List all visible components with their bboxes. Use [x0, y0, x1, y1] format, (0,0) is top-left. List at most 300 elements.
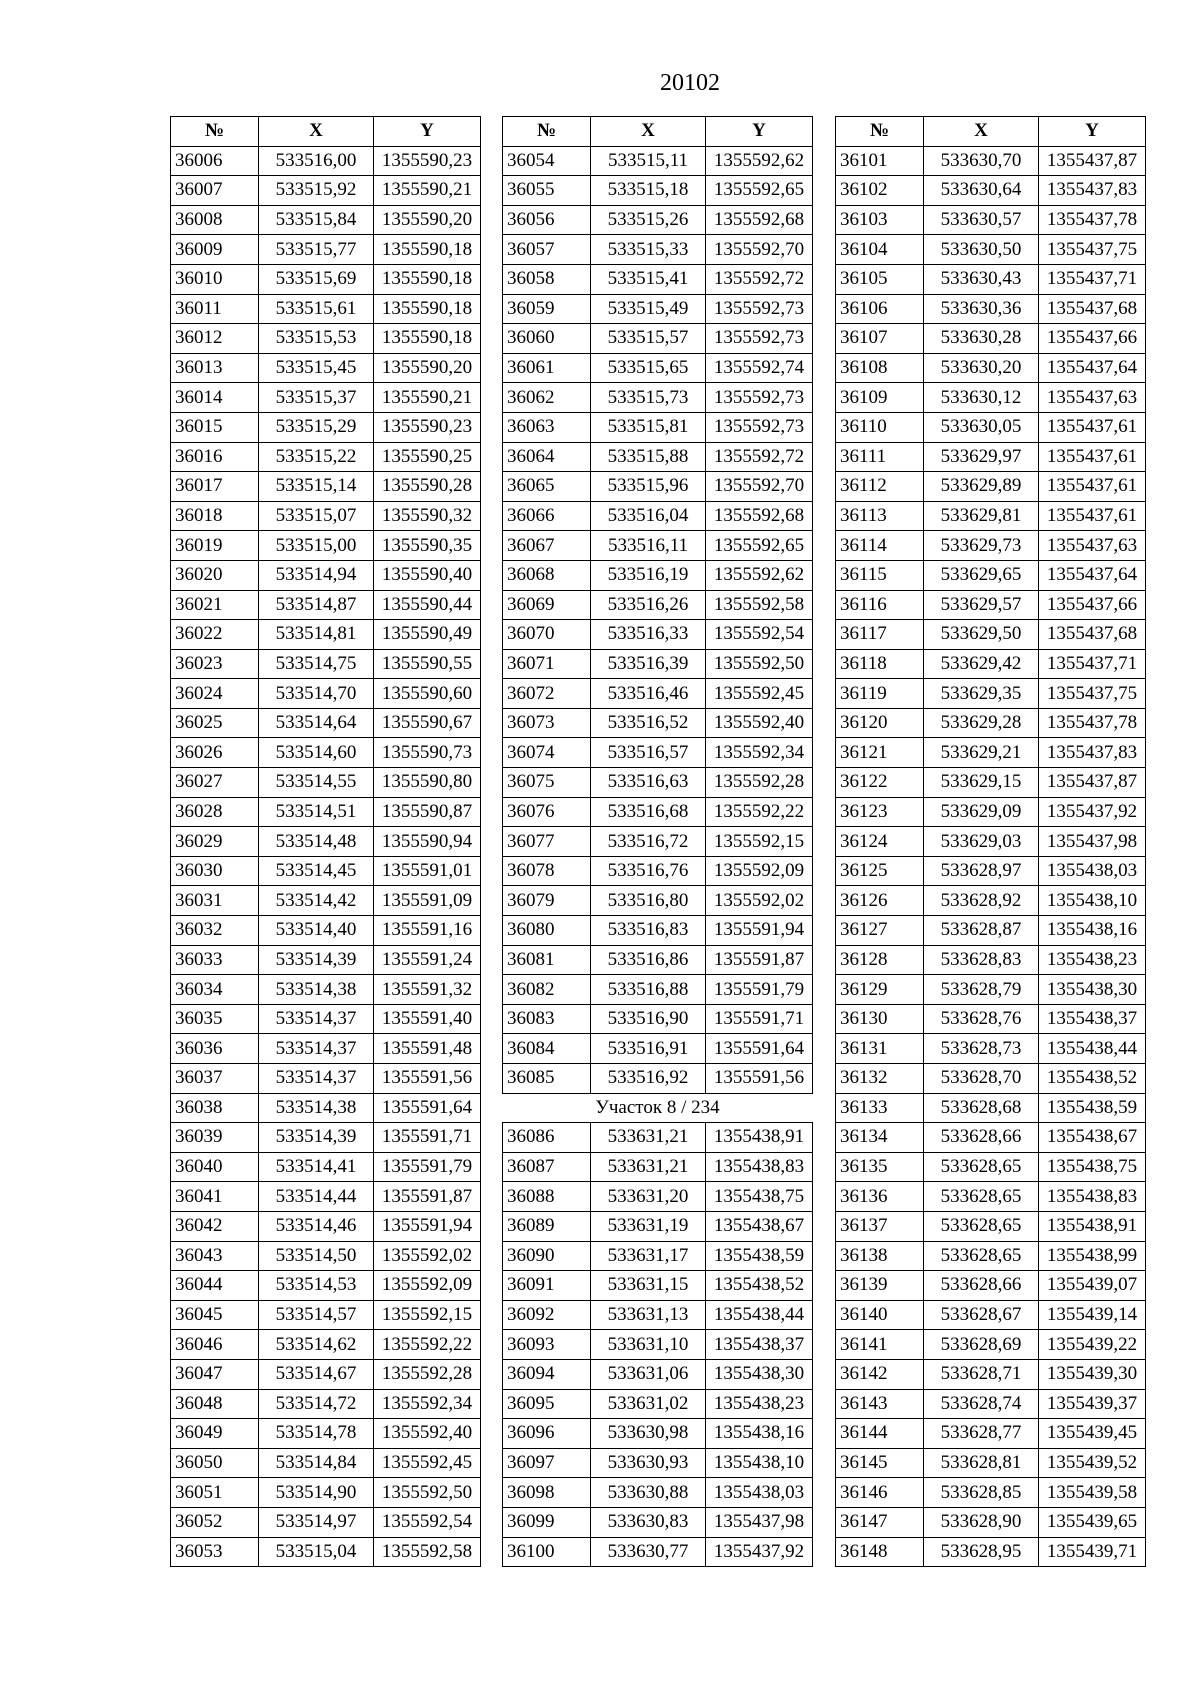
point-number-cell: 36096 — [503, 1419, 591, 1449]
x-coordinate-cell: 533514,62 — [259, 1330, 374, 1360]
table-row — [836, 856, 1146, 886]
y-coordinate-cell: 1355592,15 — [374, 1300, 481, 1330]
table-row — [171, 205, 481, 235]
x-coordinate-cell: 533629,97 — [924, 442, 1039, 472]
x-coordinate-cell: 533516,88 — [591, 975, 706, 1005]
y-coordinate-cell: 1355592,73 — [706, 324, 813, 354]
x-coordinate-cell: 533515,69 — [259, 264, 374, 294]
table-header-row — [836, 117, 1146, 147]
x-coordinate-cell: 533514,60 — [259, 738, 374, 768]
point-number-cell: 36098 — [503, 1478, 591, 1508]
y-coordinate-cell: 1355438,91 — [1039, 1211, 1146, 1241]
table-row — [171, 1093, 481, 1123]
x-coordinate-cell: 533516,19 — [591, 560, 706, 590]
table-row — [503, 708, 813, 738]
point-number-cell: 36087 — [503, 1152, 591, 1182]
y-coordinate-cell: 1355591,94 — [706, 916, 813, 946]
table-row — [171, 235, 481, 265]
point-number-cell: 36072 — [503, 679, 591, 709]
table-row — [171, 1537, 481, 1567]
point-number-cell: 36070 — [503, 620, 591, 650]
point-number-cell: 36041 — [171, 1182, 259, 1212]
table-row — [171, 1359, 481, 1389]
y-coordinate-cell: 1355438,67 — [706, 1211, 813, 1241]
point-number-cell: 36036 — [171, 1034, 259, 1064]
table-row — [171, 856, 481, 886]
y-coordinate-cell: 1355592,40 — [706, 708, 813, 738]
x-coordinate-cell: 533628,73 — [924, 1034, 1039, 1064]
table-row — [836, 1004, 1146, 1034]
table-row — [836, 235, 1146, 265]
y-coordinate-cell: 1355590,87 — [374, 797, 481, 827]
point-number-cell: 36018 — [171, 501, 259, 531]
table-row — [836, 472, 1146, 502]
y-coordinate-cell: 1355590,73 — [374, 738, 481, 768]
y-coordinate-cell: 1355438,23 — [1039, 945, 1146, 975]
x-coordinate-cell: 533628,66 — [924, 1271, 1039, 1301]
header-number: № — [171, 117, 259, 147]
x-coordinate-cell: 533630,98 — [591, 1419, 706, 1449]
y-coordinate-cell: 1355592,34 — [706, 738, 813, 768]
x-coordinate-cell: 533629,03 — [924, 827, 1039, 857]
x-coordinate-cell: 533629,28 — [924, 708, 1039, 738]
x-coordinate-cell: 533515,61 — [259, 294, 374, 324]
table-row — [171, 1182, 481, 1212]
y-coordinate-cell: 1355592,70 — [706, 472, 813, 502]
table-row — [836, 916, 1146, 946]
point-number-cell: 36033 — [171, 945, 259, 975]
table-row — [836, 1448, 1146, 1478]
table-row — [171, 738, 481, 768]
y-coordinate-cell: 1355590,94 — [374, 827, 481, 857]
y-coordinate-cell: 1355592,50 — [706, 649, 813, 679]
x-coordinate-cell: 533516,91 — [591, 1034, 706, 1064]
x-coordinate-cell: 533629,81 — [924, 501, 1039, 531]
y-coordinate-cell: 1355592,74 — [706, 353, 813, 383]
point-number-cell: 36026 — [171, 738, 259, 768]
table-row — [503, 1211, 813, 1241]
table-row — [171, 1034, 481, 1064]
header-y: Y — [706, 117, 813, 147]
point-number-cell: 36020 — [171, 560, 259, 590]
y-coordinate-cell: 1355592,65 — [706, 176, 813, 206]
x-coordinate-cell: 533630,88 — [591, 1478, 706, 1508]
x-coordinate-cell: 533514,87 — [259, 590, 374, 620]
point-number-cell: 36012 — [171, 324, 259, 354]
table-row — [836, 1211, 1146, 1241]
y-coordinate-cell: 1355591,40 — [374, 1004, 481, 1034]
point-number-cell: 36069 — [503, 590, 591, 620]
point-number-cell: 36134 — [836, 1123, 924, 1153]
x-coordinate-cell: 533628,68 — [924, 1093, 1039, 1123]
x-coordinate-cell: 533516,68 — [591, 797, 706, 827]
point-number-cell: 36028 — [171, 797, 259, 827]
point-number-cell: 36125 — [836, 856, 924, 886]
y-coordinate-cell: 1355590,28 — [374, 472, 481, 502]
y-coordinate-cell: 1355592,65 — [706, 531, 813, 561]
table-row — [171, 1389, 481, 1419]
point-number-cell: 36013 — [171, 353, 259, 383]
point-number-cell: 36093 — [503, 1330, 591, 1360]
point-number-cell: 36135 — [836, 1152, 924, 1182]
point-number-cell: 36133 — [836, 1093, 924, 1123]
x-coordinate-cell: 533628,71 — [924, 1359, 1039, 1389]
x-coordinate-cell: 533514,39 — [259, 945, 374, 975]
table-row — [171, 1300, 481, 1330]
x-coordinate-cell: 533515,26 — [591, 205, 706, 235]
y-coordinate-cell: 1355590,23 — [374, 146, 481, 176]
point-number-cell: 36115 — [836, 560, 924, 590]
point-number-cell: 36116 — [836, 590, 924, 620]
y-coordinate-cell: 1355437,83 — [1039, 738, 1146, 768]
x-coordinate-cell: 533628,81 — [924, 1448, 1039, 1478]
table-row — [503, 412, 813, 442]
table-row — [171, 1330, 481, 1360]
point-number-cell: 36056 — [503, 205, 591, 235]
table-row — [836, 1093, 1146, 1123]
x-coordinate-cell: 533629,50 — [924, 620, 1039, 650]
table-row — [836, 353, 1146, 383]
point-number-cell: 36025 — [171, 708, 259, 738]
x-coordinate-cell: 533514,64 — [259, 708, 374, 738]
x-coordinate-cell: 533629,15 — [924, 768, 1039, 798]
table-row — [503, 383, 813, 413]
y-coordinate-cell: 1355590,55 — [374, 649, 481, 679]
x-coordinate-cell: 533628,65 — [924, 1152, 1039, 1182]
x-coordinate-cell: 533628,65 — [924, 1241, 1039, 1271]
y-coordinate-cell: 1355437,71 — [1039, 264, 1146, 294]
x-coordinate-cell: 533516,86 — [591, 945, 706, 975]
table-row — [503, 146, 813, 176]
x-coordinate-cell: 533514,38 — [259, 975, 374, 1005]
y-coordinate-cell: 1355591,32 — [374, 975, 481, 1005]
y-coordinate-cell: 1355438,59 — [1039, 1093, 1146, 1123]
point-number-cell: 36083 — [503, 1004, 591, 1034]
y-coordinate-cell: 1355592,73 — [706, 412, 813, 442]
x-coordinate-cell: 533514,84 — [259, 1448, 374, 1478]
y-coordinate-cell: 1355592,72 — [706, 264, 813, 294]
point-number-cell: 36092 — [503, 1300, 591, 1330]
point-number-cell: 36019 — [171, 531, 259, 561]
point-number-cell: 36029 — [171, 827, 259, 857]
point-number-cell: 36062 — [503, 383, 591, 413]
point-number-cell: 36084 — [503, 1034, 591, 1064]
x-coordinate-cell: 533630,50 — [924, 235, 1039, 265]
point-number-cell: 36139 — [836, 1271, 924, 1301]
y-coordinate-cell: 1355438,37 — [706, 1330, 813, 1360]
y-coordinate-cell: 1355591,56 — [374, 1064, 481, 1094]
y-coordinate-cell: 1355437,61 — [1039, 501, 1146, 531]
page-number: 20102 — [660, 70, 720, 96]
section-row — [503, 1093, 813, 1123]
point-number-cell: 36017 — [171, 472, 259, 502]
table-row — [503, 797, 813, 827]
header-y: Y — [374, 117, 481, 147]
y-coordinate-cell: 1355590,18 — [374, 324, 481, 354]
point-number-cell: 36148 — [836, 1537, 924, 1567]
x-coordinate-cell: 533515,33 — [591, 235, 706, 265]
point-number-cell: 36060 — [503, 324, 591, 354]
table-row — [836, 205, 1146, 235]
point-number-cell: 36097 — [503, 1448, 591, 1478]
x-coordinate-cell: 533515,73 — [591, 383, 706, 413]
x-coordinate-cell: 533629,09 — [924, 797, 1039, 827]
header-y: Y — [1039, 117, 1146, 147]
table-row — [171, 768, 481, 798]
point-number-cell: 36112 — [836, 472, 924, 502]
point-number-cell: 36113 — [836, 501, 924, 531]
y-coordinate-cell: 1355437,63 — [1039, 531, 1146, 561]
x-coordinate-cell: 533631,06 — [591, 1359, 706, 1389]
y-coordinate-cell: 1355592,22 — [706, 797, 813, 827]
table-row — [171, 1507, 481, 1537]
table-row — [503, 353, 813, 383]
x-coordinate-cell: 533515,14 — [259, 472, 374, 502]
y-coordinate-cell: 1355591,24 — [374, 945, 481, 975]
point-number-cell: 36130 — [836, 1004, 924, 1034]
table-row — [171, 560, 481, 590]
y-coordinate-cell: 1355591,56 — [706, 1064, 813, 1094]
x-coordinate-cell: 533515,18 — [591, 176, 706, 206]
table-row — [503, 1537, 813, 1567]
point-number-cell: 36068 — [503, 560, 591, 590]
point-number-cell: 36129 — [836, 975, 924, 1005]
y-coordinate-cell: 1355438,30 — [1039, 975, 1146, 1005]
table-row — [836, 945, 1146, 975]
table-row — [171, 324, 481, 354]
point-number-cell: 36105 — [836, 264, 924, 294]
y-coordinate-cell: 1355438,44 — [706, 1300, 813, 1330]
table-row — [171, 620, 481, 650]
table-row — [836, 797, 1146, 827]
x-coordinate-cell: 533629,65 — [924, 560, 1039, 590]
x-coordinate-cell: 533629,35 — [924, 679, 1039, 709]
point-number-cell: 36147 — [836, 1507, 924, 1537]
point-number-cell: 36037 — [171, 1064, 259, 1094]
x-coordinate-cell: 533514,81 — [259, 620, 374, 650]
table-row — [171, 708, 481, 738]
point-number-cell: 36030 — [171, 856, 259, 886]
y-coordinate-cell: 1355590,60 — [374, 679, 481, 709]
table-row — [171, 383, 481, 413]
y-coordinate-cell: 1355592,72 — [706, 442, 813, 472]
point-number-cell: 36055 — [503, 176, 591, 206]
y-coordinate-cell: 1355590,20 — [374, 205, 481, 235]
table-row — [503, 620, 813, 650]
table-row — [503, 472, 813, 502]
point-number-cell: 36124 — [836, 827, 924, 857]
x-coordinate-cell: 533515,41 — [591, 264, 706, 294]
y-coordinate-cell: 1355592,09 — [706, 856, 813, 886]
y-coordinate-cell: 1355591,71 — [706, 1004, 813, 1034]
y-coordinate-cell: 1355590,18 — [374, 235, 481, 265]
y-coordinate-cell: 1355592,02 — [374, 1241, 481, 1271]
x-coordinate-cell: 533631,20 — [591, 1182, 706, 1212]
x-coordinate-cell: 533628,95 — [924, 1537, 1039, 1567]
y-coordinate-cell: 1355590,35 — [374, 531, 481, 561]
point-number-cell: 36079 — [503, 886, 591, 916]
table-row — [171, 146, 481, 176]
x-coordinate-cell: 533516,46 — [591, 679, 706, 709]
y-coordinate-cell: 1355590,32 — [374, 501, 481, 531]
y-coordinate-cell: 1355590,80 — [374, 768, 481, 798]
table-row — [503, 531, 813, 561]
point-number-cell: 36122 — [836, 768, 924, 798]
point-number-cell: 36111 — [836, 442, 924, 472]
table-row — [836, 1271, 1146, 1301]
table-row — [171, 590, 481, 620]
table-row — [503, 264, 813, 294]
point-number-cell: 36031 — [171, 886, 259, 916]
y-coordinate-cell: 1355592,28 — [374, 1359, 481, 1389]
x-coordinate-cell: 533628,87 — [924, 916, 1039, 946]
y-coordinate-cell: 1355592,58 — [706, 590, 813, 620]
table-row — [503, 1330, 813, 1360]
table-row — [836, 620, 1146, 650]
y-coordinate-cell: 1355438,75 — [706, 1182, 813, 1212]
table-row — [171, 294, 481, 324]
table-header-row — [503, 117, 813, 147]
x-coordinate-cell: 533516,83 — [591, 916, 706, 946]
y-coordinate-cell: 1355592,02 — [706, 886, 813, 916]
y-coordinate-cell: 1355437,66 — [1039, 590, 1146, 620]
y-coordinate-cell: 1355592,28 — [706, 768, 813, 798]
y-coordinate-cell: 1355591,01 — [374, 856, 481, 886]
y-coordinate-cell: 1355439,07 — [1039, 1271, 1146, 1301]
x-coordinate-cell: 533516,39 — [591, 649, 706, 679]
point-number-cell: 36109 — [836, 383, 924, 413]
point-number-cell: 36054 — [503, 146, 591, 176]
table-row — [171, 649, 481, 679]
point-number-cell: 36145 — [836, 1448, 924, 1478]
point-number-cell: 36123 — [836, 797, 924, 827]
point-number-cell: 36121 — [836, 738, 924, 768]
table-row — [836, 1359, 1146, 1389]
table-row — [503, 1241, 813, 1271]
x-coordinate-cell: 533516,04 — [591, 501, 706, 531]
x-coordinate-cell: 533516,52 — [591, 708, 706, 738]
table-row — [836, 1300, 1146, 1330]
section-label: Участок 8 / 234 — [503, 1093, 813, 1123]
y-coordinate-cell: 1355439,37 — [1039, 1389, 1146, 1419]
point-number-cell: 36045 — [171, 1300, 259, 1330]
x-coordinate-cell: 533515,37 — [259, 383, 374, 413]
point-number-cell: 36006 — [171, 146, 259, 176]
table-row — [171, 1419, 481, 1449]
x-coordinate-cell: 533629,89 — [924, 472, 1039, 502]
x-coordinate-cell: 533515,65 — [591, 353, 706, 383]
point-number-cell: 36082 — [503, 975, 591, 1005]
y-coordinate-cell: 1355438,37 — [1039, 1004, 1146, 1034]
table-row — [503, 294, 813, 324]
x-coordinate-cell: 533515,29 — [259, 412, 374, 442]
x-coordinate-cell: 533628,97 — [924, 856, 1039, 886]
table-row — [836, 1537, 1146, 1567]
y-coordinate-cell: 1355439,71 — [1039, 1537, 1146, 1567]
point-number-cell: 36052 — [171, 1507, 259, 1537]
point-number-cell: 36058 — [503, 264, 591, 294]
y-coordinate-cell: 1355438,10 — [1039, 886, 1146, 916]
table-row — [171, 353, 481, 383]
table-row — [503, 1300, 813, 1330]
point-number-cell: 36099 — [503, 1507, 591, 1537]
x-coordinate-cell: 533515,07 — [259, 501, 374, 531]
table-row — [503, 679, 813, 709]
point-number-cell: 36043 — [171, 1241, 259, 1271]
y-coordinate-cell: 1355438,75 — [1039, 1152, 1146, 1182]
x-coordinate-cell: 533630,70 — [924, 146, 1039, 176]
y-coordinate-cell: 1355592,62 — [706, 560, 813, 590]
y-coordinate-cell: 1355592,40 — [374, 1419, 481, 1449]
table-header-row — [171, 117, 481, 147]
x-coordinate-cell: 533628,92 — [924, 886, 1039, 916]
y-coordinate-cell: 1355438,44 — [1039, 1034, 1146, 1064]
x-coordinate-cell: 533516,90 — [591, 1004, 706, 1034]
y-coordinate-cell: 1355437,66 — [1039, 324, 1146, 354]
y-coordinate-cell: 1355438,16 — [1039, 916, 1146, 946]
x-coordinate-cell: 533516,92 — [591, 1064, 706, 1094]
table-row — [171, 886, 481, 916]
x-coordinate-cell: 533514,57 — [259, 1300, 374, 1330]
point-number-cell: 36015 — [171, 412, 259, 442]
x-coordinate-cell: 533514,97 — [259, 1507, 374, 1537]
point-number-cell: 36119 — [836, 679, 924, 709]
point-number-cell: 36104 — [836, 235, 924, 265]
point-number-cell: 36066 — [503, 501, 591, 531]
point-number-cell: 36118 — [836, 649, 924, 679]
table-row — [171, 975, 481, 1005]
x-coordinate-cell: 533514,38 — [259, 1093, 374, 1123]
table-row — [503, 827, 813, 857]
y-coordinate-cell: 1355437,87 — [1039, 146, 1146, 176]
table-row — [503, 945, 813, 975]
x-coordinate-cell: 533514,50 — [259, 1241, 374, 1271]
x-coordinate-cell: 533628,66 — [924, 1123, 1039, 1153]
table-row — [836, 383, 1146, 413]
table-row — [836, 324, 1146, 354]
x-coordinate-cell: 533514,78 — [259, 1419, 374, 1449]
table-row — [171, 1241, 481, 1271]
y-coordinate-cell: 1355592,15 — [706, 827, 813, 857]
y-coordinate-cell: 1355590,49 — [374, 620, 481, 650]
x-coordinate-cell: 533631,21 — [591, 1152, 706, 1182]
table-row — [503, 856, 813, 886]
x-coordinate-cell: 533630,57 — [924, 205, 1039, 235]
x-coordinate-cell: 533515,11 — [591, 146, 706, 176]
x-coordinate-cell: 533628,65 — [924, 1182, 1039, 1212]
point-number-cell: 36009 — [171, 235, 259, 265]
x-coordinate-cell: 533514,48 — [259, 827, 374, 857]
point-number-cell: 36061 — [503, 353, 591, 383]
x-coordinate-cell: 533514,37 — [259, 1034, 374, 1064]
point-number-cell: 36144 — [836, 1419, 924, 1449]
y-coordinate-cell: 1355592,62 — [706, 146, 813, 176]
table-row — [503, 1004, 813, 1034]
x-coordinate-cell: 533628,65 — [924, 1211, 1039, 1241]
point-number-cell: 36094 — [503, 1359, 591, 1389]
table-row — [836, 294, 1146, 324]
x-coordinate-cell: 533629,73 — [924, 531, 1039, 561]
table-row — [836, 501, 1146, 531]
table-row — [836, 738, 1146, 768]
y-coordinate-cell: 1355592,45 — [374, 1448, 481, 1478]
y-coordinate-cell: 1355437,68 — [1039, 294, 1146, 324]
y-coordinate-cell: 1355591,71 — [374, 1123, 481, 1153]
y-coordinate-cell: 1355439,22 — [1039, 1330, 1146, 1360]
x-coordinate-cell: 533514,70 — [259, 679, 374, 709]
y-coordinate-cell: 1355590,25 — [374, 442, 481, 472]
y-coordinate-cell: 1355592,68 — [706, 501, 813, 531]
